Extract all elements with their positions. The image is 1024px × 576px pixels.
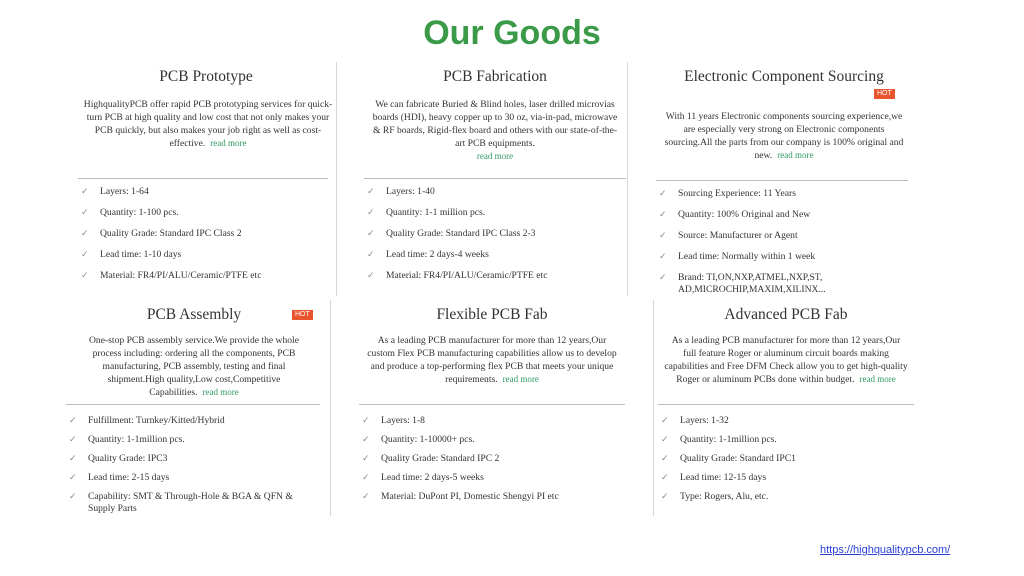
checkmark-icon: ✓: [661, 492, 669, 502]
feature-text: Lead time: 2 days-5 weeks: [381, 472, 484, 483]
card-description: [658, 334, 914, 386]
feature-item: [66, 434, 322, 446]
feature-text: Layers: 1-8: [381, 415, 425, 426]
feature-item: [656, 251, 912, 263]
feature-text: Layers: 1-32: [680, 415, 729, 426]
feature-item: [656, 230, 912, 242]
feature-text: Quantity: 1-1 million pcs.: [386, 207, 486, 218]
feature-item: [658, 472, 914, 484]
feature-text: Lead time: Normally within 1 week: [678, 251, 816, 262]
divider: [658, 404, 914, 405]
checkmark-icon: ✓: [367, 229, 375, 239]
feature-text: Quantity: 1-1million pcs.: [88, 434, 185, 445]
feature-text: Quality Grade: Standard IPC Class 2: [100, 228, 242, 239]
feature-text: Quality Grade: IPC3: [88, 453, 168, 464]
card-description-text: With 11 years Electronic components sourcing experience,we are especially very strong on Electronic components sourcing.All the parts from our company is 100% original and new.: [664, 111, 904, 161]
product-card-flexible-pcb: [359, 304, 625, 516]
checkmark-icon: ✓: [81, 229, 89, 239]
card-description-text: HighqualityPCB offer rapid PCB prototyping services for quick-turn PCB at high quality and low cost that not only makes your PCB quickly, but also makes your job right as well as cost-effective.: [83, 99, 333, 149]
checkmark-icon: ✓: [362, 416, 370, 426]
read-more-link[interactable]: read more: [210, 138, 247, 148]
product-card-pcb-prototype: [78, 66, 334, 296]
feature-item: [364, 270, 626, 282]
divider: [359, 404, 625, 405]
column-divider: [653, 300, 654, 516]
feature-item: [658, 453, 914, 465]
checkmark-icon: ✓: [362, 435, 370, 445]
checkmark-icon: ✓: [661, 454, 669, 464]
read-more-link[interactable]: read more: [859, 374, 896, 384]
card-title: PCB Prototype: [159, 68, 253, 85]
feature-item: [359, 491, 625, 503]
read-more-link[interactable]: read more: [476, 151, 514, 161]
feature-text: Layers: 1-40: [386, 186, 435, 197]
feature-item: [359, 415, 625, 427]
feature-item: [658, 491, 914, 503]
checkmark-icon: ✓: [362, 492, 370, 502]
checkmark-icon: ✓: [81, 187, 89, 197]
checkmark-icon: ✓: [659, 210, 667, 220]
checkmark-icon: ✓: [661, 473, 669, 483]
card-title: Flexible PCB Fab: [436, 306, 548, 323]
checkmark-icon: ✓: [69, 416, 77, 426]
hot-badge: HOT: [874, 89, 895, 99]
feature-text: Fulfillment: Turnkey/Kitted/Hybrid: [88, 415, 225, 426]
feature-text: Quantity: 1-100 pcs.: [100, 207, 179, 218]
hot-badge: HOT: [292, 310, 313, 320]
checkmark-icon: ✓: [69, 492, 77, 502]
feature-item: [364, 249, 626, 261]
checkmark-icon: ✓: [362, 473, 370, 483]
checkmark-icon: ✓: [362, 454, 370, 464]
checkmark-icon: ✓: [659, 252, 667, 262]
divider: [364, 178, 626, 179]
feature-item: [364, 207, 626, 219]
checkmark-icon: ✓: [659, 189, 667, 199]
feature-item: [359, 434, 625, 446]
feature-item: [656, 272, 912, 296]
feature-text: Quantity: 100% Original and New: [678, 209, 811, 220]
checkmark-icon: ✓: [367, 208, 375, 218]
product-card-pcb-assembly: [66, 304, 322, 516]
product-card-pcb-fabrication: [364, 66, 626, 296]
card-description: [364, 98, 626, 163]
card-title: PCB Assembly: [146, 306, 242, 323]
checkmark-icon: ✓: [367, 187, 375, 197]
checkmark-icon: ✓: [69, 473, 77, 483]
page-title: Our Goods: [423, 14, 601, 52]
read-more-link[interactable]: read more: [202, 387, 239, 397]
checkmark-icon: ✓: [659, 231, 667, 241]
feature-text: Lead time: 2 days-4 weeks: [386, 249, 489, 260]
feature-item: [656, 209, 912, 221]
card-description: [78, 98, 334, 150]
feature-text: Quality Grade: Standard IPC1: [680, 453, 796, 464]
column-divider: [627, 62, 628, 296]
feature-list: [364, 186, 626, 282]
card-description-text: As a leading PCB manufacturer for more than 12 years,Our custom Flex PCB manufacturing capabilities allow us to develop and produce a top-performing flex PCB that meets your unique requirements.: [367, 335, 617, 385]
card-description: [656, 110, 912, 162]
divider: [66, 404, 320, 405]
footer-link[interactable]: https://highqualitypcb.com/: [820, 544, 951, 556]
feature-text: Layers: 1-64: [100, 186, 149, 197]
card-description: [359, 334, 625, 386]
feature-item: [658, 415, 914, 427]
feature-text: Material: DuPont PI, Domestic Shengyi PI etc: [381, 491, 559, 502]
feature-list: [78, 186, 334, 282]
card-description-text: As a leading PCB manufacturer for more than 12 years,Our full feature Roger or aluminum circuit boards making capabilities and Free DFM Check allow you to get high-quality Roger or aluminum PCBs done within budget.: [664, 335, 908, 385]
feature-list: [66, 415, 322, 515]
divider: [656, 180, 908, 181]
feature-item: [78, 228, 334, 240]
feature-text: Quantity: 1-1million pcs.: [680, 434, 777, 445]
checkmark-icon: ✓: [367, 271, 375, 281]
feature-text: Type: Rogers, Alu, etc.: [680, 491, 769, 502]
feature-item: [66, 472, 322, 484]
checkmark-icon: ✓: [81, 250, 89, 260]
feature-text: Quality Grade: Standard IPC 2: [381, 453, 500, 464]
feature-item: [656, 188, 912, 200]
feature-text: Lead time: 12-15 days: [680, 472, 767, 483]
feature-item: [66, 415, 322, 427]
checkmark-icon: ✓: [661, 416, 669, 426]
checkmark-icon: ✓: [69, 435, 77, 445]
feature-text: Material: FR4/PI/ALU/Ceramic/PTFE etc: [386, 270, 548, 281]
feature-text: Sourcing Experience: 11 Years: [678, 188, 796, 199]
checkmark-icon: ✓: [661, 435, 669, 445]
feature-text: Material: FR4/PI/ALU/Ceramic/PTFE etc: [100, 270, 262, 281]
checkmark-icon: ✓: [659, 273, 667, 283]
feature-text: Source: Manufacturer or Agent: [678, 230, 798, 241]
feature-text: Quality Grade: Standard IPC Class 2-3: [386, 228, 536, 239]
card-title: PCB Fabrication: [443, 68, 547, 85]
feature-text: Quantity: 1-10000+ pcs.: [381, 434, 475, 445]
product-card-component-sourcing: [656, 66, 912, 298]
feature-item: [364, 228, 626, 240]
feature-item: [66, 491, 322, 515]
feature-list: [658, 415, 914, 503]
product-card-advanced-pcb: [658, 304, 914, 516]
feature-list: [359, 415, 625, 503]
card-description-text: One-stop PCB assembly service.We provide the whole process including: ordering all the components, PCB manufacturing, PCB assembly, testing and final shipment.High quality,Low cost,Competitive Capabilities.: [89, 335, 299, 398]
feature-item: [364, 186, 626, 198]
divider: [78, 178, 328, 179]
card-description: [66, 334, 322, 399]
feature-item: [658, 434, 914, 446]
feature-text: Lead time: 1-10 days: [100, 249, 182, 260]
checkmark-icon: ✓: [81, 208, 89, 218]
column-divider: [330, 300, 331, 516]
feature-item: [78, 270, 334, 282]
card-title: Advanced PCB Fab: [724, 306, 848, 323]
feature-text: Capability: SMT & Through-Hole & BGA & QFN & Supply Parts: [88, 491, 293, 514]
checkmark-icon: ✓: [69, 454, 77, 464]
card-description-text: We can fabricate Buried & Blind holes, laser drilled microvias boards (HDI), heavy copper up to 30 oz, via-in-pad, microwave & RF boards, Rigid-flex board and others with our state-of-the-art PCB equipments.: [372, 99, 618, 149]
read-more-link[interactable]: read more: [502, 374, 539, 384]
feature-text: Lead time: 2-15 days: [88, 472, 170, 483]
column-divider: [336, 62, 337, 296]
feature-item: [359, 453, 625, 465]
feature-text: Brand: TI,ON,NXP,ATMEL,NXP,ST, AD,MICROCHIP,MAXIM,XILINX...: [678, 272, 826, 295]
feature-item: [359, 472, 625, 484]
card-title: Electronic Component Sourcing: [684, 68, 884, 85]
feature-item: [78, 186, 334, 198]
feature-list: [656, 188, 912, 296]
feature-item: [78, 207, 334, 219]
checkmark-icon: ✓: [367, 250, 375, 260]
read-more-link[interactable]: read more: [777, 150, 814, 160]
feature-item: [78, 249, 334, 261]
checkmark-icon: ✓: [81, 271, 89, 281]
feature-item: [66, 453, 322, 465]
